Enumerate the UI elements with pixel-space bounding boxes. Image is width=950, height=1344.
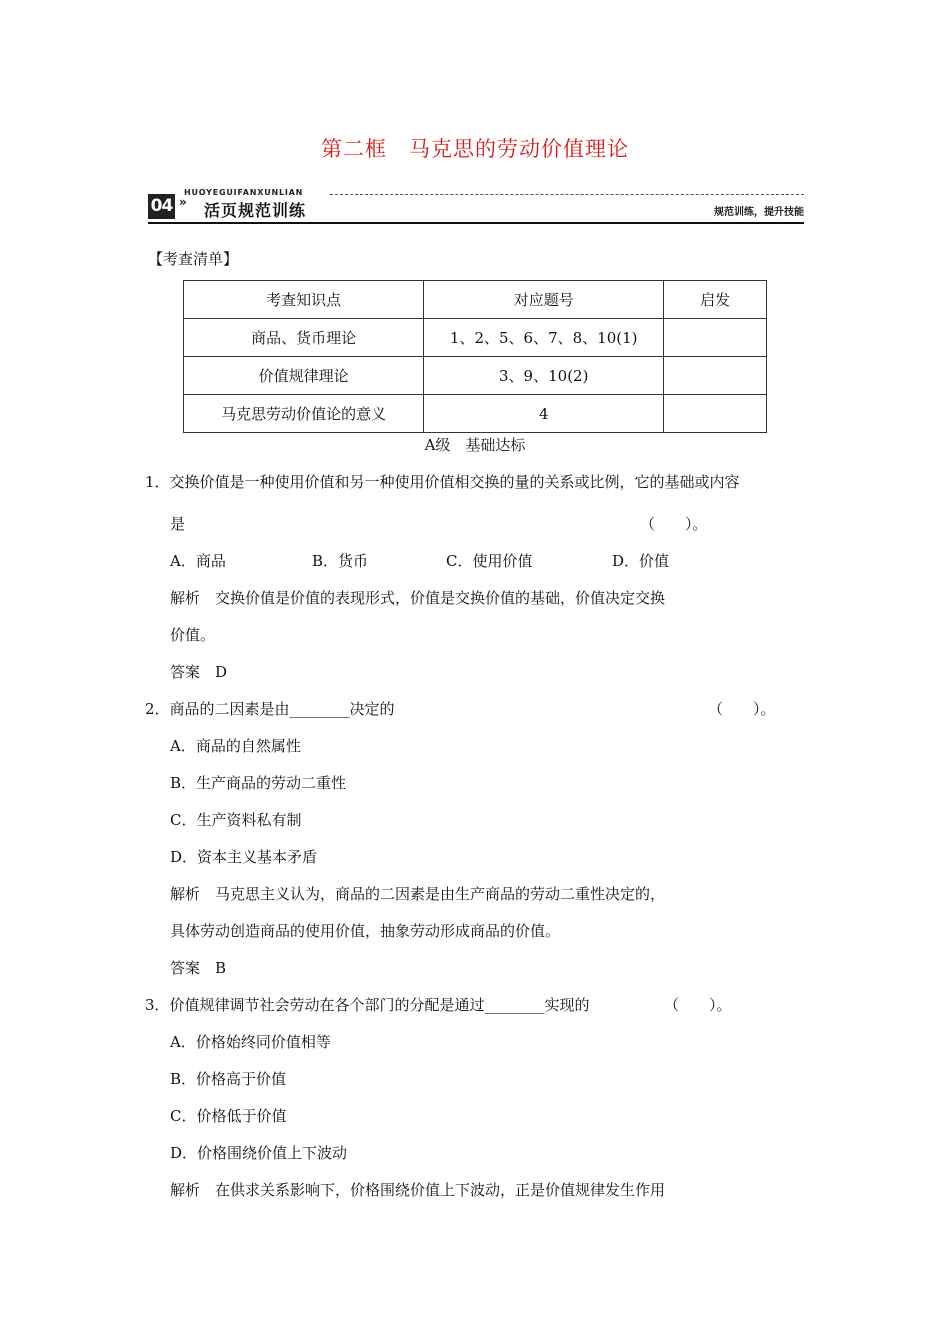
q1-stem: 1．交换价值是一种使用价值和另一种使用价值相交换的量的关系或比例，它的基础或内容: [145, 473, 740, 491]
header-inspiration: 启发: [664, 281, 767, 319]
q3-stem: 3．价值规律调节社会劳动在各个部门的分配是通过________实现的: [145, 996, 590, 1014]
table-cell: [664, 395, 767, 433]
q3-option-a: A．价格始终同价值相等: [170, 1033, 331, 1051]
q2-bracket: （ ）。: [708, 700, 776, 718]
q1-answer: 答案 D: [170, 663, 228, 681]
section-banner: [148, 188, 804, 224]
q2-option-b: B．生产商品的劳动二重性: [170, 774, 347, 792]
q1-bracket: （ ）。: [640, 515, 708, 533]
q3-option-b: B．价格高于价值: [170, 1070, 287, 1088]
table-row: [184, 395, 767, 433]
table-cell: 价值规律理论: [184, 357, 424, 395]
knowledge-table: [183, 280, 767, 433]
table-cell: 马克思劳动价值论的意义: [184, 395, 424, 433]
banner-pinyin: HUOYEGUIFANXUNLIAN: [184, 188, 304, 197]
q3-analysis: 解析 在供求关系影响下，价格围绕价值上下波动，正是价值规律发生作用: [170, 1181, 666, 1199]
banner-rule: [148, 222, 804, 224]
table-row: [184, 357, 767, 395]
level-heading: A级 基础达标: [424, 436, 526, 454]
table-cell: [664, 357, 767, 395]
q1-option-c: C．使用价值: [446, 552, 533, 570]
banner-number: 04: [148, 194, 175, 219]
table-row: [184, 319, 767, 357]
q3-bracket: （ ）。: [664, 996, 732, 1014]
header-knowledge: 考查知识点: [184, 281, 424, 319]
q2-stem: 2．商品的二因素是由________决定的: [145, 700, 395, 718]
q1-analysis-cont: 价值。: [170, 626, 216, 644]
q1-option-d: D．价值: [612, 552, 670, 570]
table-cell: 3、9、10(2): [424, 357, 664, 395]
q2-option-a: A．商品的自然属性: [170, 737, 301, 755]
banner-dashed-rule: [330, 194, 804, 195]
q2-analysis: 解析 马克思主义认为，商品的二因素是由生产商品的劳动二重性决定的，: [170, 885, 666, 903]
banner-heading: 活页规范训练: [204, 201, 307, 220]
table-cell: 4: [424, 395, 664, 433]
banner-slogan: 规范训练，提升技能: [714, 207, 804, 218]
q3-option-d: D．价格围绕价值上下波动: [170, 1144, 348, 1162]
q2-option-d: D．资本主义基本矛盾: [170, 848, 318, 866]
q3-option-c: C．价格低于价值: [170, 1107, 287, 1125]
q1-analysis: 解析 交换价值是价值的表现形式，价值是交换价值的基础，价值决定交换: [170, 589, 666, 607]
q2-analysis-cont: 具体劳动创造商品的使用价值，抽象劳动形成商品的价值。: [170, 922, 561, 940]
table-cell: 1、2、5、6、7、8、10(1): [424, 319, 664, 357]
header-question-numbers: 对应题号: [424, 281, 664, 319]
q1-stem-cont: 是: [170, 515, 186, 533]
table-header-row: [184, 281, 767, 319]
q2-answer: 答案 B: [170, 959, 227, 977]
double-chevron-icon: »: [179, 195, 187, 209]
q1-option-a: A．商品: [170, 552, 226, 570]
table-cell: [664, 319, 767, 357]
table-cell: 商品、货币理论: [184, 319, 424, 357]
page-title: 第二框 马克思的劳动价值理论: [321, 137, 629, 161]
q1-option-b: B．货币: [312, 552, 369, 570]
checklist-label: 【考查清单】: [148, 250, 239, 268]
q2-option-c: C．生产资料私有制: [170, 811, 302, 829]
